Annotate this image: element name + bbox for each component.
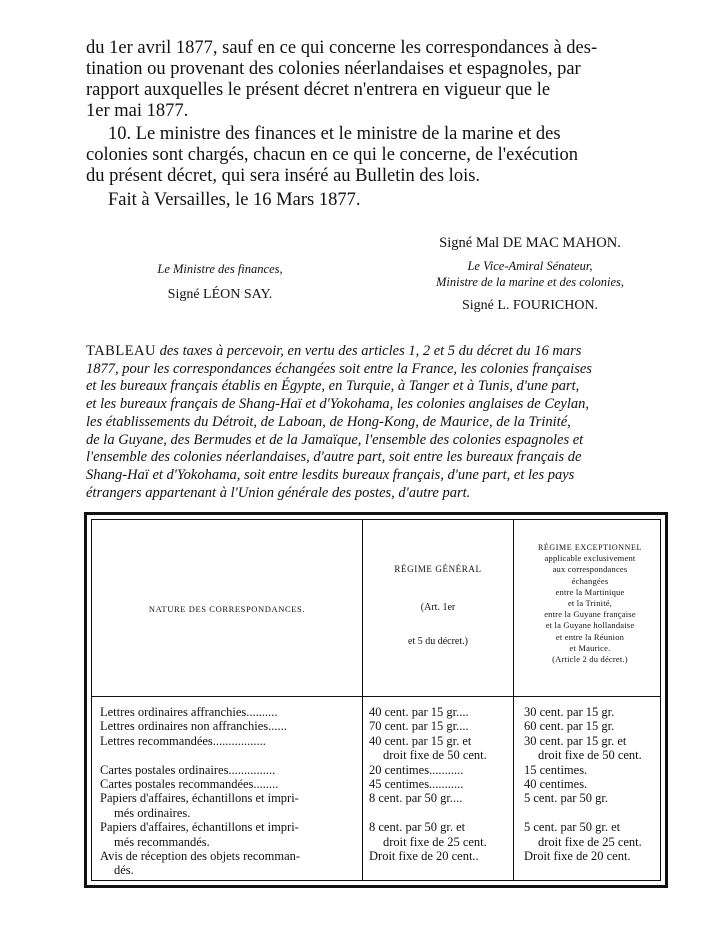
table-cell: 15 centimes.	[524, 762, 588, 777]
header-exceptional-line: et la Trinité,	[567, 598, 613, 609]
tariff-table	[84, 512, 668, 888]
table-cell: més recommandés.	[114, 834, 210, 849]
header-exceptional-line: et entre la Réunion	[555, 631, 625, 642]
header-exceptional-line: entre la Martinique	[555, 586, 625, 597]
table-cell: droit fixe de 25 cent.	[383, 834, 487, 849]
caption-line: et les bureaux français de Shang-Haï et d'Yokohama, les colonies anglaises de Ceylan,	[86, 396, 590, 413]
caption-text: des taxes à percevoir, en vertu des articles 1, 2 et 5 du décret du 16 mars	[156, 343, 582, 359]
header-exceptional-line: (Article 2 du décret.)	[552, 654, 628, 665]
text-line: du 1er avril 1877, sauf en ce qui concerne les correspondances à des-	[86, 38, 598, 58]
signature-finances-name: Signé LÉON SAY.	[167, 287, 273, 302]
header-general-article: (Art. 1er	[420, 602, 456, 613]
column-nature	[100, 705, 356, 878]
header-exceptional-line: échangées	[571, 575, 609, 586]
table-cell: 20 centimes...........	[369, 762, 464, 777]
table-cell: 40 cent. par 15 gr....	[369, 705, 469, 719]
text-line: du présent décret, qui sera inséré au Bulletin des lois.	[86, 166, 481, 186]
caption-line: étrangers appartenant à l'Union générale des postes, d'autre part.	[86, 484, 471, 501]
signature-marine-title	[400, 258, 660, 290]
table-cell: Lettres recommandées.................	[100, 733, 266, 748]
text-line: 1er mai 1877.	[86, 101, 189, 121]
text-line: colonies sont chargés, chacun en ce qui le concerne, de l'exécution	[86, 145, 579, 165]
table-cell	[100, 748, 356, 762]
table-cell: droit fixe de 50 cent.	[383, 748, 487, 763]
header-general: RÉGIME GÉNÉRAL	[394, 564, 482, 574]
text-line: rapport auxquelles le présent décret n'entrera en vigueur que le	[86, 80, 551, 100]
table-cell: Cartes postales recommandées........	[100, 777, 279, 792]
table-cell: 40 cent. par 15 gr. et	[369, 733, 472, 748]
table-cell: droit fixe de 50 cent.	[538, 748, 642, 763]
table-cell: 60 cent. par 15 gr.	[524, 719, 615, 734]
caption-line: l'ensemble des colonies néerlandaises, d'autre part, soit entre les bureaux français de	[86, 449, 582, 466]
table-cell: 30 cent. par 15 gr. et	[524, 733, 627, 748]
table-cell	[369, 806, 511, 820]
header-exceptional-line: et la Guyane hollandaise	[545, 620, 635, 631]
column-general	[369, 705, 511, 863]
header-divider	[92, 696, 660, 697]
signature-marine-title-line: Ministre de la marine et des colonies,	[435, 275, 625, 289]
caption-line: Shang-Haï et d'Yokohama, soit entre lesdits bureaux français, d'une part, et les pays	[86, 466, 575, 483]
table-cell: més ordinaires.	[114, 805, 191, 820]
column-exceptional	[524, 705, 664, 863]
caption-line: et les bureaux français établis en Égypte, en Turquie, à Tanger et à Tunis, d'une part,	[86, 378, 580, 395]
table-cell: Avis de réception des objets recomman-	[100, 849, 301, 864]
header-exceptional-line: RÉGIME EXCEPTIONNEL	[537, 543, 643, 552]
table-cell: 5 cent. par 50 gr. et	[524, 820, 621, 835]
header-exceptional-line: et Maurice.	[569, 642, 611, 653]
header-nature: NATURE DES CORRESPONDANCES.	[148, 604, 306, 614]
header-exceptional-line: entre la Guyane française	[544, 609, 636, 620]
caption-line: 1877, pour les correspondances échangées soit entre la France, les colonies françaises	[86, 360, 592, 377]
table-cell: dés.	[114, 863, 134, 878]
header-exceptional-line: applicable exclusivement	[544, 553, 636, 564]
table-cell	[524, 806, 664, 820]
table-cell: 8 cent. par 50 gr....	[369, 791, 463, 806]
header-exceptional	[514, 542, 666, 665]
table-cell: 30 cent. par 15 gr.	[524, 705, 615, 719]
table-cell: Papiers d'affaires, échantillons et impri-	[100, 791, 299, 806]
table-cell: droit fixe de 25 cent.	[538, 834, 642, 849]
table-cell: Droit fixe de 20 cent..	[369, 849, 479, 864]
text-line: 10. Le ministre des finances et le ministre de la marine et des	[108, 124, 561, 144]
signature-finances-title: Le Ministre des finances,	[157, 262, 283, 276]
tariff-table-inner	[91, 519, 661, 881]
table-cell: 40 centimes.	[524, 777, 588, 792]
table-cell: 8 cent. par 50 gr. et	[369, 820, 466, 835]
caption-lead: TABLEAU	[86, 343, 156, 359]
table-cell: 5 cent. par 50 gr.	[524, 791, 609, 806]
paragraph-article-10	[86, 124, 672, 187]
caption-line: de la Guyane, des Bermudes et de la Jamaïque, l'ensemble des colonies espagnoles et	[86, 431, 584, 448]
table-caption	[86, 343, 674, 502]
signature-marine-name: Signé L. FOURICHON.	[461, 298, 599, 313]
closing-line: Fait à Versailles, le 16 Mars 1877.	[108, 190, 361, 210]
caption-line	[86, 343, 674, 361]
header-general-decree: et 5 du décret.)	[408, 636, 468, 647]
table-cell: 45 centimes...........	[369, 777, 464, 792]
text-line: tination ou provenant des colonies néerlandaises et espagnoles, par	[86, 59, 581, 79]
signature-president: Signé Mal DE MAC MAHON.	[439, 235, 621, 251]
table-cell: Cartes postales ordinaires...............	[100, 762, 276, 777]
paragraph-article-9-end	[86, 38, 672, 122]
header-exceptional-line: aux correspondances	[552, 564, 628, 575]
table-cell: Lettres ordinaires affranchies..........	[100, 705, 278, 719]
table-cell: Papiers d'affaires, échantillons et impri-	[100, 820, 299, 835]
table-cell: Droit fixe de 20 cent.	[524, 849, 631, 864]
signature-marine-title-line: Le Vice-Amiral Sénateur,	[467, 259, 593, 273]
caption-line: les établissements du Détroit, de Laboan, de Hong-Kong, de Maurice, de la Trinité,	[86, 413, 571, 430]
table-cell: 70 cent. par 15 gr....	[369, 719, 469, 734]
table-cell: Lettres ordinaires non affranchies......	[100, 719, 287, 734]
